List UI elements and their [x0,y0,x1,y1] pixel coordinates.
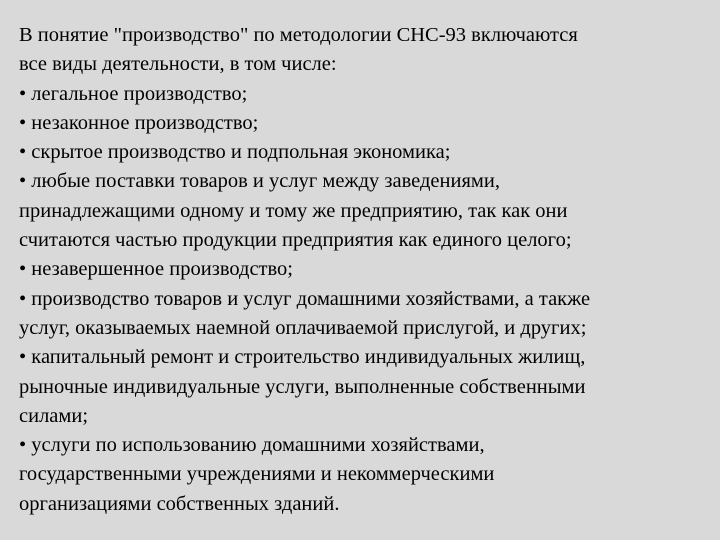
bullet-inter-establishment-deliveries-cont-2: считаются частью продукции предприятия как единого целого; [19,229,572,252]
intro-line-2: все виды деятельности, в том числе: [19,53,337,76]
bullet-inter-establishment-deliveries-cont-1: принадлежащими одному и тому же предприятию, так как они [19,199,568,222]
bullet-inter-establishment-deliveries: • любые поставки товаров и услуг между заведениями, [19,170,500,193]
bullet-capital-repair: • капитальный ремонт и строительство индивидуальных жилищ, [19,346,586,369]
intro-line-1: В понятие "производство" по методологии СНС-93 включаются [19,24,578,46]
bullet-household-production: • производство товаров и услуг домашними хозяйствами, а также [19,287,591,310]
bullet-legal-production: • легальное производство; [19,82,248,105]
bullet-hidden-production: • скрытое производство и подпольная экономика; [19,141,451,164]
bullet-dwelling-services-cont-1: государственными учреждениями и некоммерческими [19,463,495,486]
bullet-household-production-cont: услуг, оказываемых наемной оплачиваемой прислугой, и других; [19,316,587,339]
bullet-capital-repair-cont-1: рыночные индивидуальные услуги, выполненные собственными [19,375,586,398]
slide-body-text [19,21,709,519]
bullet-illegal-production: • незаконное производство; [19,111,259,134]
bullet-dwelling-services-cont-2: организациями собственных зданий. [19,492,340,515]
bullet-capital-repair-cont-2: силами; [19,404,89,427]
bullet-dwelling-services: • услуги по использованию домашними хозяйствами, [19,434,485,457]
bullet-work-in-progress: • незавершенное производство; [19,258,293,281]
